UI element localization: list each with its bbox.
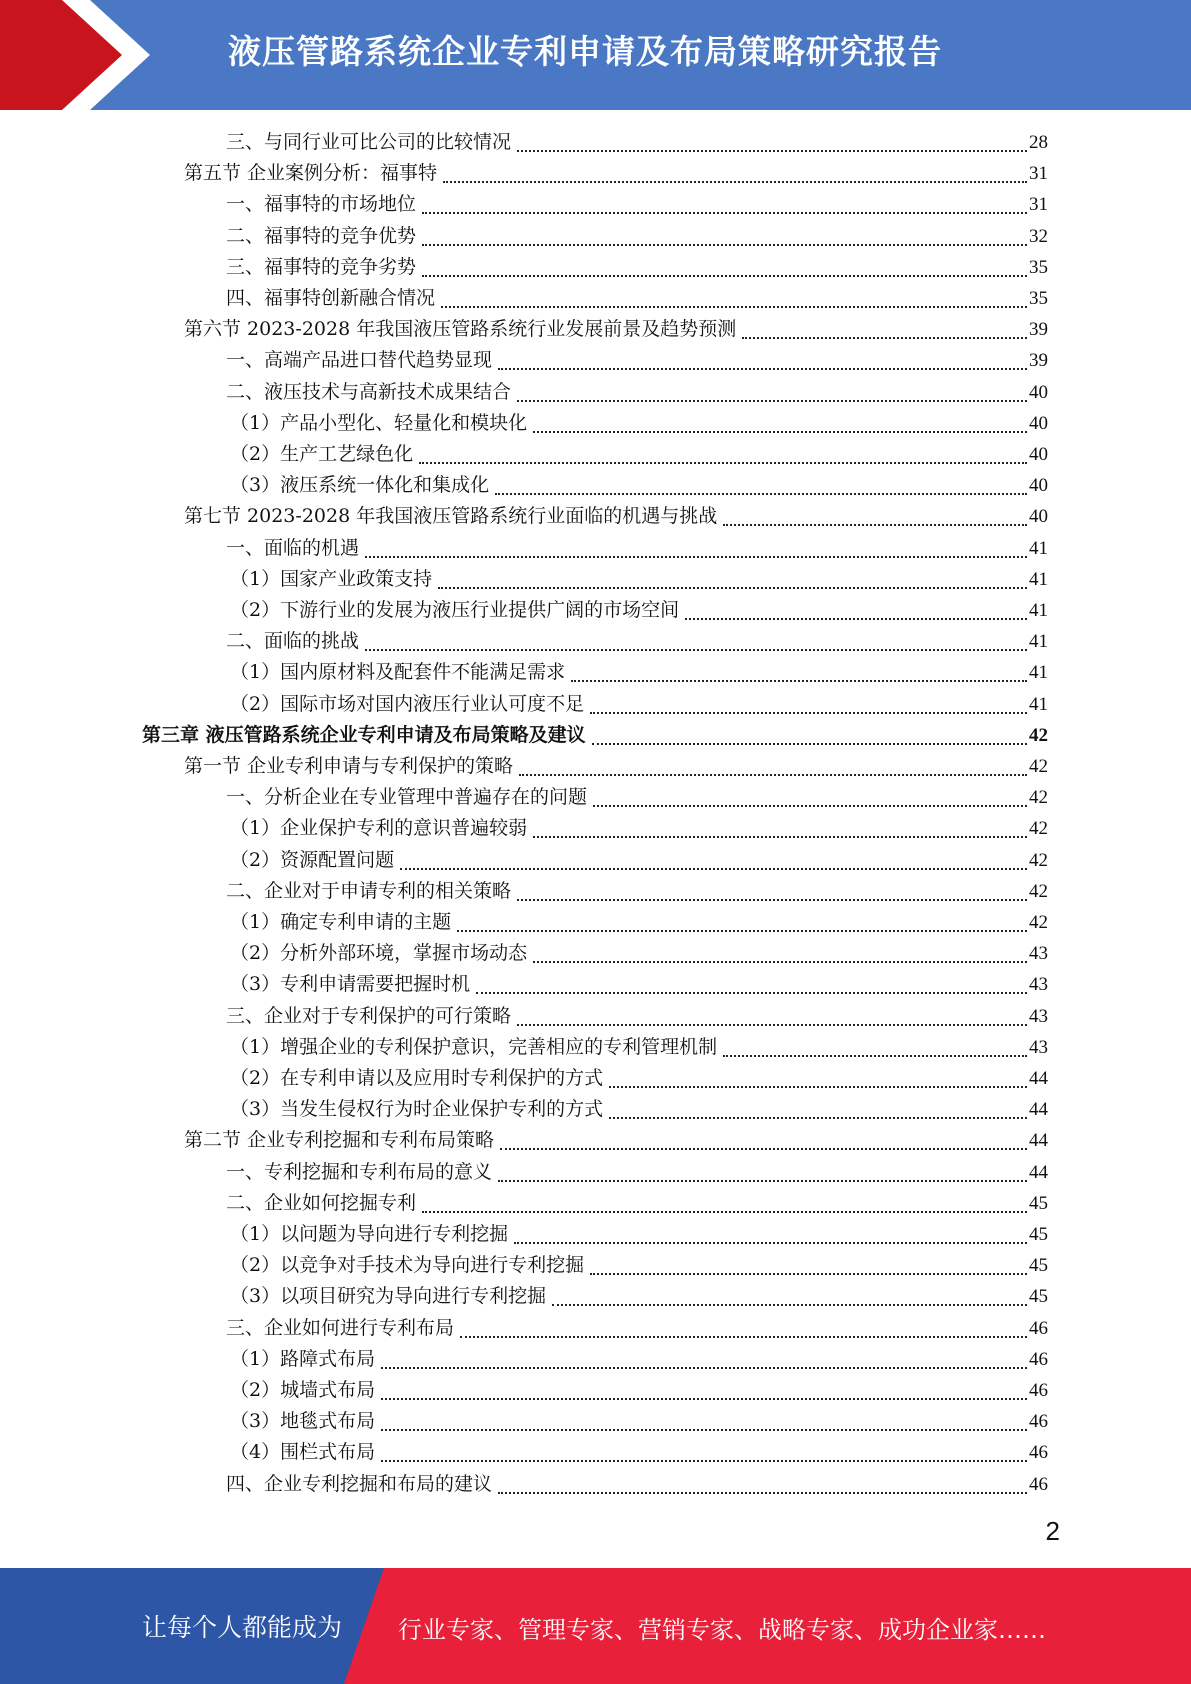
toc-entry-label: （4）围栏式布局 [230,1441,376,1464]
toc-entry-page: 35 [1029,288,1048,309]
toc-entry-page: 41 [1029,568,1048,590]
toc-entry-page: 46 [1029,1317,1048,1339]
toc-dot-leader [593,805,1027,807]
toc-entry-page: 40 [1029,475,1048,497]
toc-entry-label: 三、企业对于专利保护的可行策略 [226,1004,512,1027]
toc-entry[interactable] [226,626,1048,657]
toc-dot-leader [685,618,1027,620]
toc-entry-page: 41 [1029,537,1048,559]
toc-entry[interactable] [226,283,1048,314]
toc-entry[interactable] [230,1032,1048,1063]
toc-dot-leader [519,774,1027,776]
toc-entry-page: 44 [1029,1068,1048,1089]
toc-entry-page: 43 [1029,1036,1048,1058]
toc-dot-leader [533,961,1027,963]
toc-entry-page: 42 [1029,912,1048,933]
toc-dot-leader [517,1024,1027,1026]
toc-entry[interactable] [230,1094,1048,1125]
toc-entry[interactable] [230,1063,1048,1094]
toc-entry[interactable] [230,1219,1048,1250]
toc-entry-label: 二、福事特的竞争优势 [226,224,417,247]
toc-entry[interactable] [230,470,1048,501]
toc-dot-leader [590,712,1027,714]
toc-entry-label: 三、福事特的竞争劣势 [226,255,417,278]
toc-entry[interactable] [230,1344,1048,1375]
toc-entry-label: 一、高端产品进口替代趋势显现 [226,349,493,372]
toc-entry[interactable] [230,1281,1048,1312]
toc-dot-leader [438,587,1027,589]
toc-entry-label: 第三章 液压管路系统企业专利申请及布局策略及建议 [142,723,586,746]
toc-dot-leader [419,462,1027,464]
toc-entry-label: 第六节 2023-2028 年我国液压管路系统行业发展前景及趋势预测 [184,318,737,341]
report-footer [0,1568,1191,1684]
toc-dot-leader [514,1242,1027,1244]
toc-entry-page: 46 [1029,1442,1048,1464]
toc-entry[interactable] [230,969,1048,1000]
toc-entry-label: （2）下游行业的发展为液压行业提供广阔的市场空间 [230,599,680,621]
toc-entry-page: 40 [1029,381,1048,403]
toc-entry[interactable] [230,1250,1048,1281]
toc-entry-label: （1）国内原材料及配套件不能满足需求 [230,661,566,684]
toc-entry[interactable] [226,533,1048,564]
toc-entry-page: 35 [1029,256,1048,278]
toc-entry[interactable] [230,1437,1048,1468]
toc-entry-label: （1）确定专利申请的主题 [230,911,452,933]
toc-entry-page: 40 [1029,444,1048,465]
toc-entry[interactable] [226,377,1048,408]
toc-entry-label: 二、面临的挑战 [226,630,360,653]
toc-entry[interactable] [184,1125,1048,1156]
toc-entry-label: 第七节 2023-2028 年我国液压管路系统行业面临的机遇与挑战 [184,505,718,528]
toc-entry-page: 44 [1029,1130,1048,1152]
toc-dot-leader [723,1055,1027,1057]
toc-entry-label: 第五节 企业案例分析：福事特 [184,162,438,185]
toc-dot-leader [742,337,1027,339]
toc-entry-label: （1）路障式布局 [230,1347,376,1370]
toc-dot-leader [500,1148,1027,1150]
toc-entry-page: 42 [1029,818,1048,840]
toc-dot-leader [498,1492,1027,1494]
toc-dot-leader [533,431,1027,433]
toc-dot-leader [441,306,1027,308]
toc-entry[interactable] [226,221,1048,252]
toc-entry-label: 一、专利挖掘和专利布局的意义 [226,1160,493,1183]
toc-entry-page: 46 [1029,1380,1048,1401]
toc-entry-label: （3）地毯式布局 [230,1410,376,1433]
toc-entry-page: 46 [1029,1348,1048,1370]
toc-entry[interactable] [226,876,1048,907]
toc-entry-page: 32 [1029,225,1048,247]
toc-entry-label: （3）专利申请需要把握时机 [230,973,471,996]
toc-entry-label: 第一节 企业专利申请与专利保护的策略 [184,755,514,777]
toc-entry[interactable] [230,689,1048,720]
toc-entry-label: 一、分析企业在专业管理中普遍存在的问题 [226,786,588,809]
toc-entry-label: （1）增强企业的专利保护意识，完善相应的专利管理机制 [230,1035,718,1058]
chevron-arrow-icon [0,0,160,110]
toc-entry[interactable] [230,813,1048,844]
toc-dot-leader [498,1180,1027,1182]
toc-entry-label: （1）以问题为导向进行专利挖掘 [230,1223,509,1245]
toc-entry-page: 43 [1029,1005,1048,1027]
toc-entry[interactable] [226,127,1048,158]
footer-slogan-right: 行业专家、管理专家、营销专家、战略专家、成功企业家…… [398,1616,1046,1644]
toc-entry[interactable] [226,1157,1048,1188]
toc-dot-leader [443,181,1027,183]
toc-entry-page: 42 [1029,880,1048,902]
toc-dot-leader [381,1429,1027,1431]
toc-entry-label: 四、企业专利挖掘和布局的建议 [226,1472,493,1495]
toc-entry[interactable] [226,782,1048,813]
toc-entry-label: （2）城墙式布局 [230,1379,376,1401]
toc-entry-page: 31 [1029,194,1048,216]
toc-entry-page: 31 [1029,163,1048,185]
toc-entry-label: （3）液压系统一体化和集成化 [230,474,490,497]
toc-dot-leader [381,1367,1027,1369]
toc-entry-label: 二、企业对于申请专利的相关策略 [226,879,512,902]
toc-entry-label: （2）以竞争对手技术为导向进行专利挖掘 [230,1254,585,1277]
toc-entry-page: 45 [1029,1224,1048,1245]
toc-entry-page: 42 [1029,724,1048,746]
page-number: 2 [1045,1516,1060,1546]
toc-entry-label: （2）在专利申请以及应用时专利保护的方式 [230,1067,604,1089]
toc-entry-label: （2）资源配置问题 [230,848,395,871]
toc-entry-label: （3）当发生侵权行为时企业保护专利的方式 [230,1098,604,1121]
toc-entry[interactable] [142,720,1048,751]
toc-entry-label: 一、福事特的市场地位 [226,193,417,216]
toc-dot-leader [422,1211,1027,1213]
toc-entry[interactable] [230,1375,1048,1406]
toc-entry[interactable] [184,501,1048,532]
toc-entry-page: 28 [1029,132,1048,153]
toc-dot-leader [609,1086,1027,1088]
toc-entry-page: 40 [1029,506,1048,528]
toc-entry-page: 45 [1029,1192,1048,1214]
toc-dot-leader [552,1304,1027,1306]
toc-entry-label: （2）分析外部环境，掌握市场动态 [230,942,528,965]
toc-entry[interactable] [230,938,1048,969]
toc-entry[interactable] [230,907,1048,938]
toc-dot-leader [365,556,1027,558]
toc-entry-page: 39 [1029,319,1048,341]
toc-entry[interactable] [184,158,1048,189]
report-title: 液压管路系统企业专利申请及布局策略研究报告 [228,32,942,71]
toc-entry-label: （3）以项目研究为导向进行专利挖掘 [230,1285,547,1308]
toc-entry-page: 45 [1029,1286,1048,1308]
toc-entry[interactable] [226,345,1048,376]
report-header [0,0,1191,110]
toc-entry[interactable] [226,1313,1048,1344]
toc-entry-page: 41 [1029,631,1048,653]
toc-dot-leader [400,868,1027,870]
toc-entry[interactable] [230,439,1048,470]
toc-entry-page: 44 [1029,1099,1048,1121]
toc-dot-leader [609,1117,1027,1119]
toc-dot-leader [381,1398,1027,1400]
toc-entry-page: 43 [1029,974,1048,996]
toc-dot-leader [422,244,1027,246]
toc-entry-label: （1）产品小型化、轻量化和模块化 [230,411,528,434]
toc-entry-label: 二、企业如何挖掘专利 [226,1191,417,1214]
toc-dot-leader [422,212,1027,214]
toc-dot-leader [533,836,1027,838]
toc-entry-page: 41 [1029,693,1048,715]
toc-entry-page: 44 [1029,1161,1048,1183]
toc-entry-page: 39 [1029,350,1048,372]
toc-entry[interactable] [230,845,1048,876]
toc-entry[interactable] [230,657,1048,688]
toc-entry-page: 46 [1029,1411,1048,1433]
toc-dot-leader [517,400,1027,402]
toc-entry-label: （1）企业保护专利的意识普遍较弱 [230,817,528,840]
toc-entry[interactable] [230,1406,1048,1437]
toc-entry-page: 41 [1029,662,1048,684]
toc-entry-label: 三、企业如何进行专利布局 [226,1316,455,1339]
toc-entry-label: （1）国家产业政策支持 [230,567,433,590]
toc-entry-label: 三、与同行业可比公司的比较情况 [226,131,512,153]
toc-dot-leader [495,493,1027,495]
toc-entry[interactable] [226,189,1048,220]
footer-slogan-left: 让每个人都能成为 [142,1613,343,1642]
toc-dot-leader [592,743,1027,745]
toc-entry-page: 42 [1029,787,1048,809]
toc-dot-leader [381,1460,1027,1462]
toc-entry-label: 一、面临的机遇 [226,536,360,559]
toc-dot-leader [457,930,1027,932]
toc-dot-leader [723,524,1027,526]
toc-entry[interactable] [184,314,1048,345]
toc-dot-leader [365,649,1027,651]
toc-entry-page: 45 [1029,1255,1048,1277]
toc-entry-label: （2）国际市场对国内液压行业认可度不足 [230,692,585,715]
toc-entry-label: 二、液压技术与高新技术成果结合 [226,380,512,403]
toc-entry-label: （2）生产工艺绿色化 [230,443,414,465]
toc-entry[interactable] [226,1188,1048,1219]
toc-entry-page: 42 [1029,849,1048,871]
toc-entry-page: 42 [1029,756,1048,777]
toc-entry[interactable] [230,408,1048,439]
toc-entry-page: 46 [1029,1473,1048,1495]
toc-entry-page: 43 [1029,943,1048,965]
toc-entry[interactable] [230,564,1048,595]
toc-entry-label: 四、福事特创新融合情况 [226,287,436,309]
toc-entry-label: 第二节 企业专利挖掘和专利布局策略 [184,1129,495,1152]
toc-entry-page: 41 [1029,600,1048,621]
toc-dot-leader [422,275,1027,277]
toc-entry[interactable] [184,751,1048,782]
toc-dot-leader [498,368,1027,370]
toc-entry[interactable] [226,252,1048,283]
toc-dot-leader [460,1336,1027,1338]
toc-entry[interactable] [226,1001,1048,1032]
toc-entry[interactable] [230,595,1048,626]
toc-dot-leader [517,899,1027,901]
toc-entry-page: 40 [1029,412,1048,434]
toc-dot-leader [571,680,1027,682]
toc-dot-leader [476,992,1027,994]
toc-dot-leader [517,150,1027,152]
toc-dot-leader [590,1273,1027,1275]
toc-entry[interactable] [226,1469,1048,1500]
